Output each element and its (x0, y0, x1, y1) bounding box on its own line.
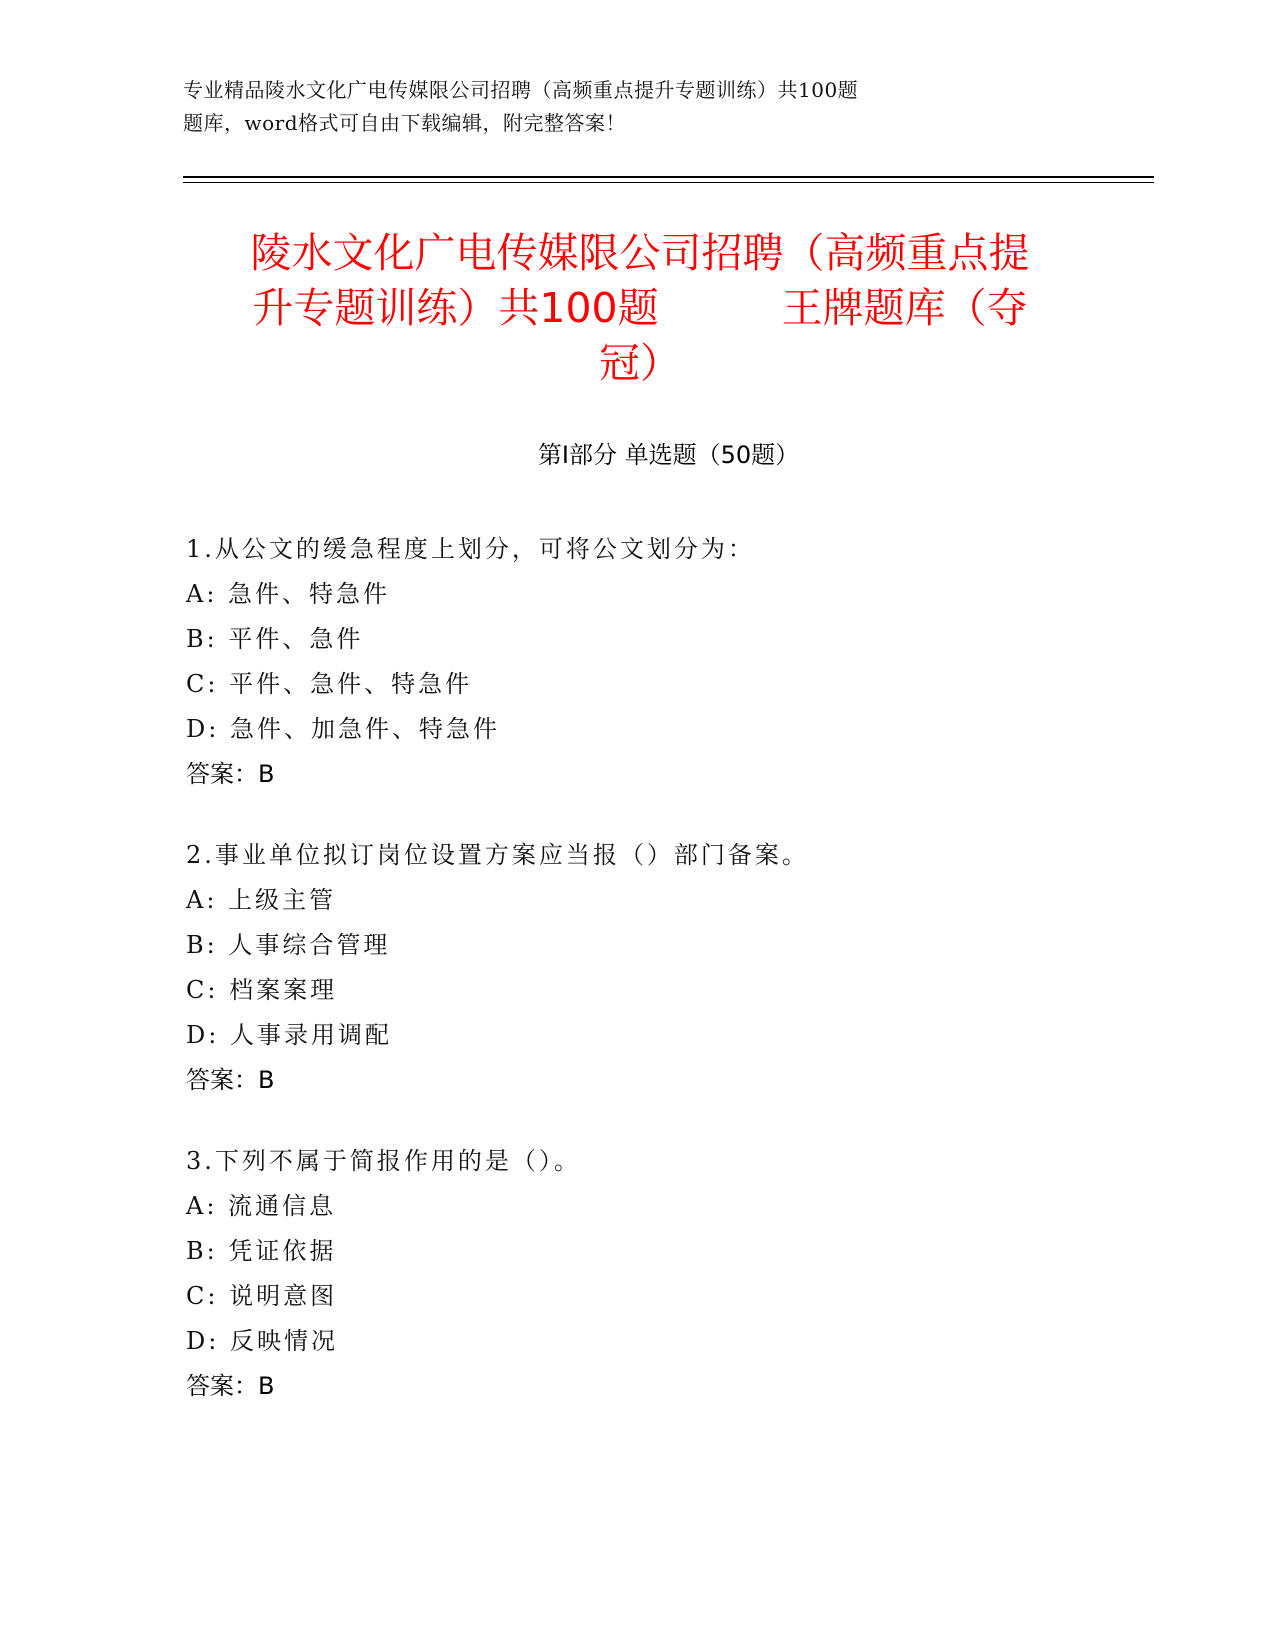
document-title (190, 226, 1090, 391)
document-title-line-1: 陵水文化广电传媒限公司招聘（高频重点提 (250, 229, 1030, 277)
header-note-line-2: 题库，word格式可自由下载编辑，附完整答案！ (183, 111, 627, 135)
question-option-d: D: 反映情况 (186, 1327, 338, 1355)
header-divider-thin (183, 182, 1154, 183)
question-option-c: C: 平件、急件、特急件 (186, 670, 473, 698)
question-list (186, 527, 1146, 1445)
question-option-d: D: 急件、加急件、特急件 (186, 715, 500, 743)
question-answer: 答案：B (186, 1066, 275, 1094)
question-stem: 2.事业单位拟订岗位设置方案应当报（）部门备案。 (186, 841, 809, 869)
question-option-b: B: 平件、急件 (186, 625, 364, 653)
header-note-line-1: 专业精品陵水文化广电传媒限公司招聘（高频重点提升专题训练）共100题 (183, 78, 859, 102)
question-option-c: C: 说明意图 (186, 1282, 338, 1310)
question-answer: 答案：B (186, 1372, 275, 1400)
header-divider-thick (183, 176, 1154, 178)
section-title: 第I部分 单选题（50题） (537, 441, 800, 469)
header-note (183, 74, 1003, 140)
question-option-a: A: 上级主管 (186, 886, 337, 914)
question-option-a: A: 流通信息 (186, 1192, 337, 1220)
question-answer: 答案：B (186, 760, 275, 788)
question-option-b: B: 人事综合管理 (186, 931, 391, 959)
question-option-a: A: 急件、特急件 (186, 580, 391, 608)
question-item (186, 833, 1146, 1103)
question-option-c: C: 档案案理 (186, 976, 338, 1004)
question-option-d: D: 人事录用调配 (186, 1021, 392, 1049)
document-title-line-2: 升专题训练）共100题 王牌题库（夺 (252, 284, 1028, 332)
question-item (186, 527, 1146, 797)
question-stem: 3.下列不属于简报作用的是（）。 (186, 1147, 581, 1175)
question-stem: 1.从公文的缓急程度上划分，可将公文划分为： (186, 535, 755, 563)
document-title-line-3: 冠） (599, 339, 681, 387)
question-item (186, 1139, 1146, 1409)
question-option-b: B: 凭证依据 (186, 1237, 337, 1265)
